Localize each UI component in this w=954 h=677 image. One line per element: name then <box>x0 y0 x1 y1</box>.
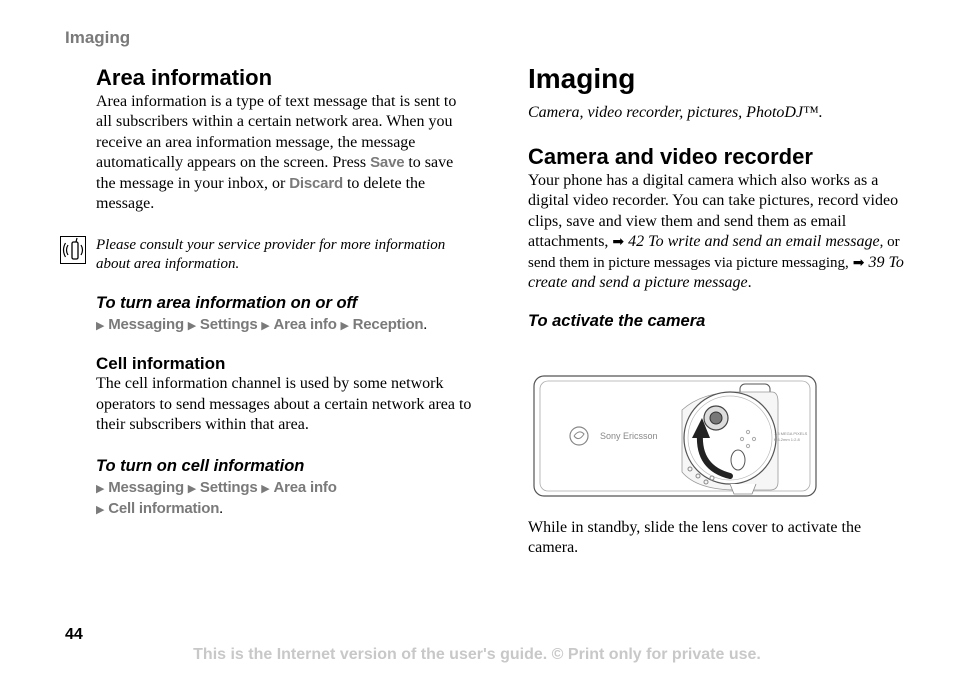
page-subtitle: Camera, video recorder, pictures, PhotoDJ™. <box>528 104 823 121</box>
path-arrow-icon: ▶ <box>261 319 270 333</box>
path-arrow-icon: ▶ <box>340 319 349 333</box>
discard-softkey-label: Discard <box>289 174 343 192</box>
path-step: Messaging <box>108 478 184 496</box>
path-step: Settings <box>199 478 258 496</box>
area-information-heading: Area information <box>96 65 273 90</box>
path-step: Area info <box>273 478 337 496</box>
path-step: Reception <box>352 316 424 334</box>
save-softkey-label: Save <box>370 154 405 172</box>
path-arrow-icon: ▶ <box>261 481 270 495</box>
reference-arrow-icon: ➡ <box>852 254 865 271</box>
operator-note-text: Please consult your service provider for more information about area information. <box>96 237 446 272</box>
lens-text-focal: f=4.2mm 1:2.8 <box>774 437 800 442</box>
right-column <box>528 62 908 331</box>
area-information-body <box>96 92 476 214</box>
path-arrow-icon: ▶ <box>96 319 105 333</box>
task-activate-camera: To activate the camera <box>528 312 706 331</box>
lens-text-megapixels: 1.3 MEGA PIXELS <box>774 431 808 436</box>
task-cell-info: To turn on cell information <box>96 456 305 475</box>
cell-information-body: The cell information channel is used by some network operators to send messages about a certain network area to their subscribers within that area. <box>96 375 472 434</box>
camera-body <box>528 171 908 293</box>
section-label: Imaging <box>65 28 131 47</box>
footer-notice: This is the Internet version of the user's guide. © Print only for private use. <box>193 646 761 663</box>
page-number: 44 <box>65 626 83 643</box>
menu-path-area-info: ▶ Messaging ▶ Settings ▶ Area info ▶ Reception. <box>96 316 428 334</box>
phone-illustration <box>532 372 820 502</box>
camera-heading: Camera and video recorder <box>528 144 813 169</box>
task-area-info-on-off: To turn area information on or off <box>96 294 358 313</box>
operator-services-icon <box>60 236 86 264</box>
path-step: Settings <box>199 316 258 334</box>
camera-body-part-3: . <box>747 274 752 292</box>
standby-instruction: While in standby, slide the lens cover to activate the camera. <box>528 519 862 557</box>
page-title: Imaging <box>528 63 636 94</box>
reference-picture-message[interactable]: 39 To create and send a picture message <box>528 253 904 292</box>
path-arrow-icon: ▶ <box>96 502 105 516</box>
camera-body-part-1: Your phone has a digital camera which also works as a digital video recorder. You can take pictures, record video clips, save and view them and send them as email attachments, <box>528 172 899 251</box>
brand-logo-text: Sony Ericsson <box>600 431 658 441</box>
path-arrow-icon: ▶ <box>187 319 197 333</box>
left-column <box>96 64 476 520</box>
reference-arrow-icon: ➡ <box>612 234 625 251</box>
phone-back-drawing <box>532 372 820 502</box>
menu-path-cell-info: ▶ Messaging ▶ Settings ▶ Area info ▶ Cell information. <box>96 478 337 517</box>
operator-note <box>96 236 476 273</box>
path-arrow-icon: ▶ <box>96 481 105 495</box>
area-body-part-3: to delete the message. <box>96 174 426 213</box>
reference-email[interactable]: 42 To write and send an email message <box>628 233 880 251</box>
path-step: Messaging <box>108 316 184 334</box>
area-body-part-1: Area information is a type of text message that is sent to all subscribers within a certain network area. When you receive an area information message, the message automatically appears on the screen. Press <box>96 93 457 172</box>
cell-information-heading: Cell information <box>96 354 226 374</box>
path-step: Area info <box>273 316 337 334</box>
path-step: Cell information <box>108 499 220 517</box>
camera-body-part-2: , or send them in picture messages via picture messaging, <box>528 234 900 271</box>
area-body-part-2: to save the message in your inbox, or <box>96 154 454 192</box>
path-arrow-icon: ▶ <box>187 481 197 495</box>
